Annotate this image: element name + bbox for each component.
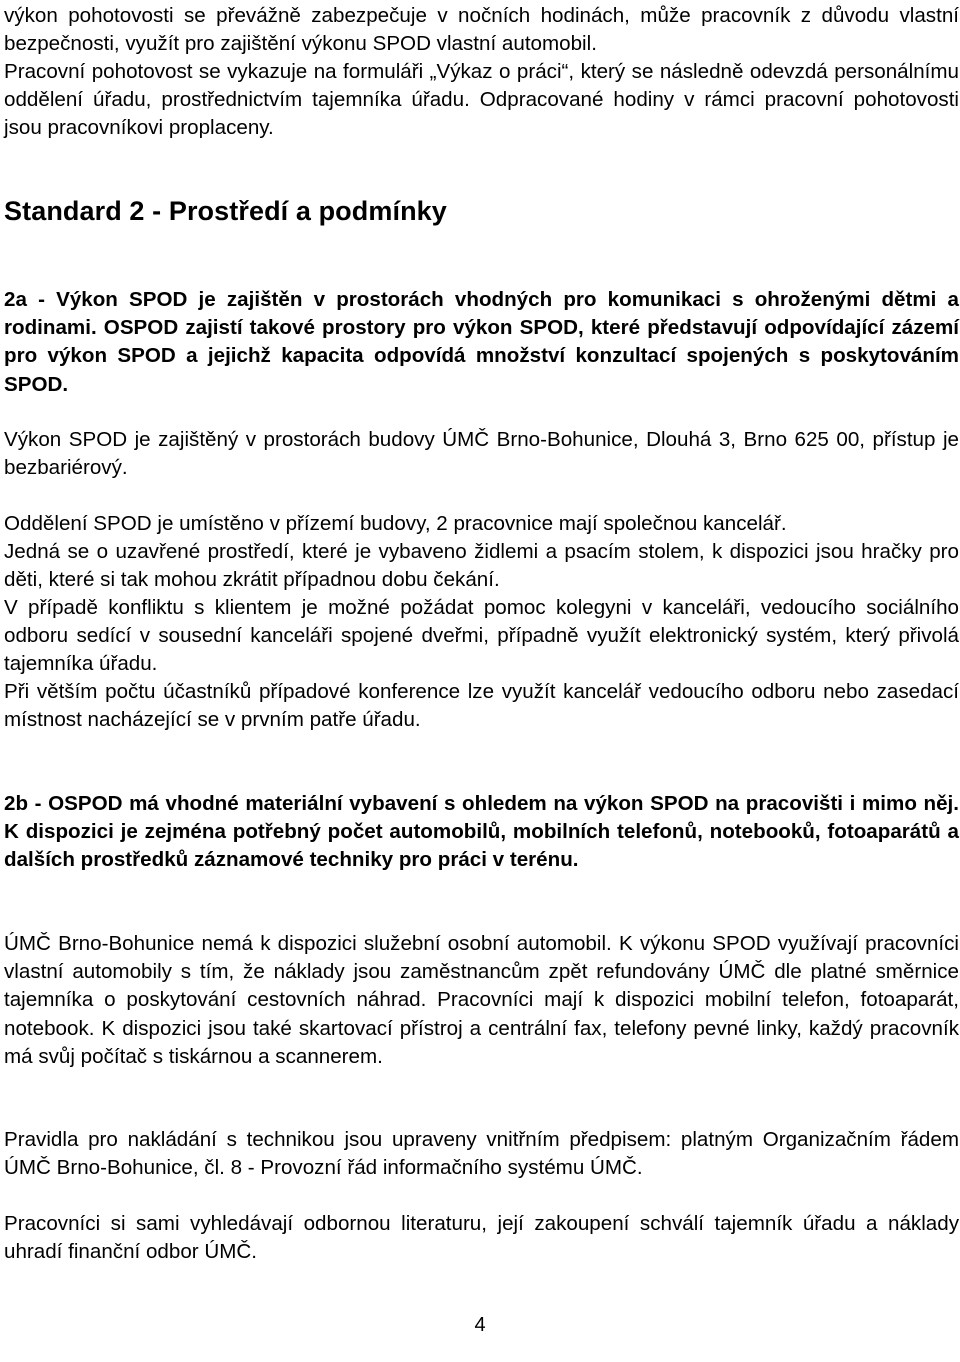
section-2a-lead: 2a - Výkon SPOD je zajištěn v prostorách vhodných pro komunikaci s ohroženými dětmi a rodinami. OSPOD zajistí takové prostory pro výkon SPOD, které představují odpovídající zázemí pro výkon SPOD a jejichž kapacita odpovídá množství konzultací spojených s poskytováním SPOD. — [4, 288, 959, 396]
section-2a-paragraph-3: Jedná se o uzavřené prostředí, které je vybaveno židlemi a psacím stolem, k dispozici jsou hračky pro děti, které si tak mohou zkrátit případnou dobu čekání. — [4, 540, 959, 592]
section-2a-paragraph-4: V případě konfliktu s klientem je možné požádat pomoc kolegyni v kanceláři, vedoucího sociálního odboru sedící v sousední kanceláři spojené dveřmi, případně využít elektronický systém, který přivolá tajemníka úřadu. — [4, 596, 959, 676]
section-2a-paragraph-2: Oddělení SPOD je umístěno v přízemí budovy, 2 pracovnice mají společnou kancelář. — [4, 512, 787, 535]
section-2b-paragraph-3: Pracovníci si sami vyhledávají odbornou literaturu, její zakoupení schválí tajemník úřadu a náklady uhradí finanční odbor ÚMČ. — [4, 1212, 959, 1264]
section-2a-paragraph-1: Výkon SPOD je zajištěný v prostorách budovy ÚMČ Brno-Bohunice, Dlouhá 3, Brno 625 00, přístup je bezbariérový. — [4, 428, 959, 480]
intro-paragraph-1: výkon pohotovosti se převážně zabezpečuje v nočních hodinách, může pracovník z důvodu vlastní bezpečnosti, využít pro zajištění výkonu SPOD vlastní automobil. — [4, 4, 959, 56]
section-2a-paragraph-5: Při větším počtu účastníků případové konference lze využít kancelář vedoucího odboru nebo zasedací místnost nacházející se v prvním patře úřadu. — [4, 680, 959, 732]
intro-paragraph-2: Pracovní pohotovost se vykazuje na formuláři „Výkaz o práci“, který se následně odevzdá personálnímu oddělení úřadu, prostřednictvím tajemníka úřadu. Odpracované hodiny v rámci pracovní pohotovosti jsou pracovníkovi proplaceny. — [4, 60, 959, 140]
standard-heading: Standard 2 - Prostředí a podmínky — [4, 196, 447, 226]
section-2b-lead: 2b - OSPOD má vhodné materiální vybavení s ohledem na výkon SPOD na pracovišti i mimo něj. K dispozici je zejména potřebný počet automobilů, mobilních telefonů, notebooků, fotoaparátů a dalších prostředků záznamové techniky pro práci v terénu. — [4, 792, 959, 872]
section-2b-paragraph-1: ÚMČ Brno-Bohunice nemá k dispozici služební osobní automobil. K výkonu SPOD využívají pracovníci vlastní automobily s tím, že náklady jsou zaměstnancům zpět refundovány ÚMČ dle platné směrnice tajemníka o poskytování cestovních náhrad. Pracovníci mají k dispozici mobilní telefon, fotoaparát, notebook. K dispozici jsou také skartovací přístroj a centrální fax, telefony pevné linky, každý pracovník má svůj počítač s tiskárnou a scannerem. — [4, 932, 959, 1068]
section-2b-paragraph-2: Pravidla pro nakládání s technikou jsou upraveny vnitřním předpisem: platným Organizačním řádem ÚMČ Brno-Bohunice, čl. 8 - Provozní řád informačního systému ÚMČ. — [4, 1128, 959, 1180]
page-number: 4 — [474, 1314, 486, 1336]
